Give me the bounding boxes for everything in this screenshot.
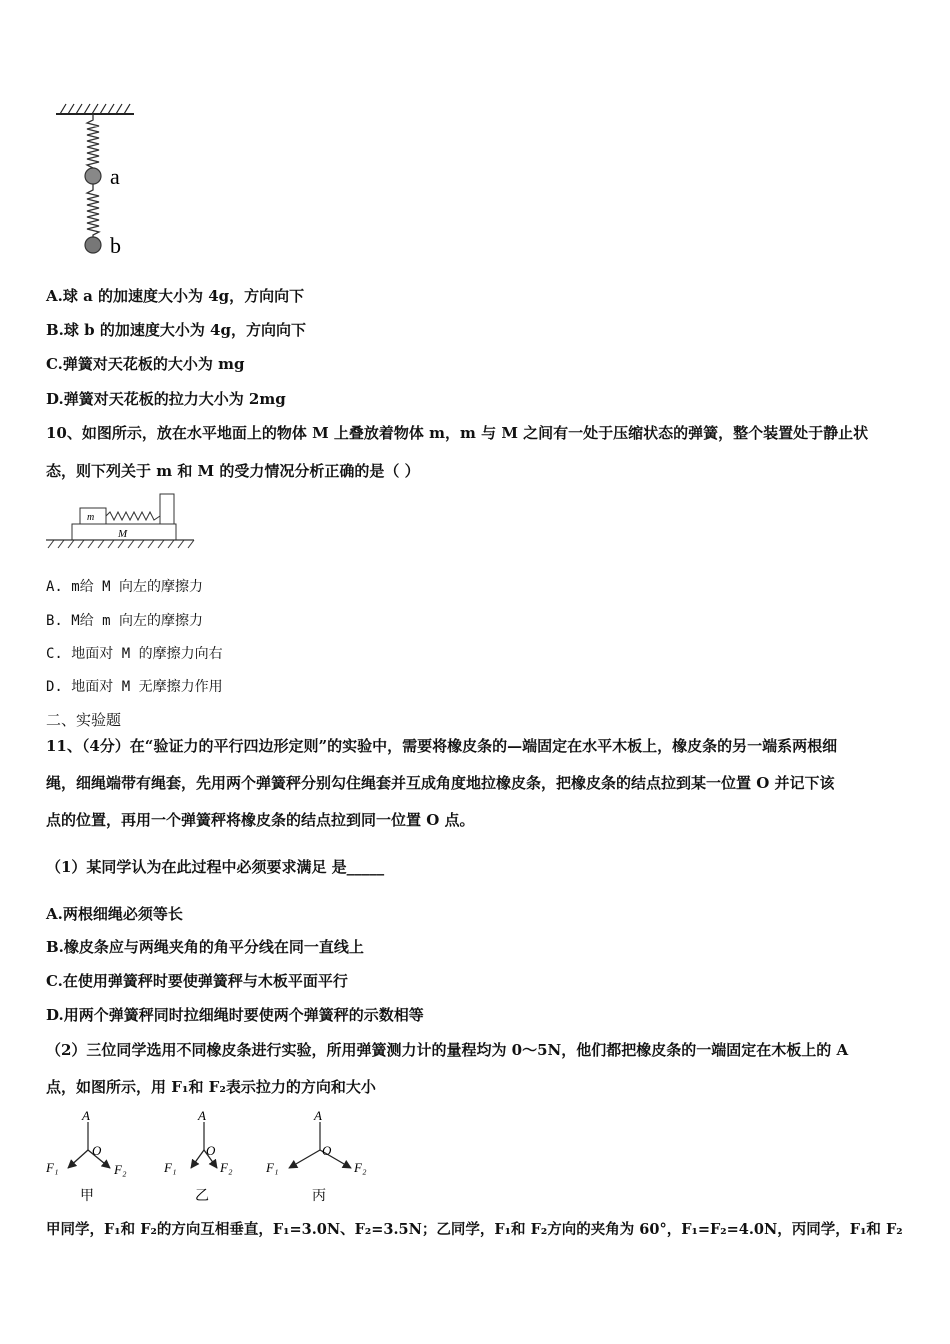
svg-text:F₂: F₂ [114,1162,127,1177]
q10-option-b: B. M给 m 向左的摩擦力 [46,613,204,629]
q10-option-d: D. 地面对 M 无摩擦力作用 [46,679,223,695]
q11-line2: 绳，细绳端带有绳套，先用两个弹簧秤分别勾住绳套并互成角度地拉橡皮条，把橡皮条的结点拉到某一位置 O 并记下该 [46,774,835,792]
q11-line1: 11、（4分）在“验证力的平行四边形定则”的实验中，需要将橡皮条的—端固定在水平木板上，橡皮条的另一端系两根细 [46,737,838,755]
block-spring-figure [44,490,204,552]
svg-text:F₁: F₁ [164,1160,177,1175]
svg-text:F₂: F₂ [220,1160,233,1175]
q11-part2-line2: 点，如图所示，用 F₁和 F₂表示拉力的方向和大小 [46,1078,376,1096]
svg-text:O: O [92,1143,102,1158]
svg-text:O: O [322,1143,332,1158]
q10-stem-line1: 10、如图所示，放在水平地面上的物体 M 上叠放着物体 m，m 与 M 之间有一处于压缩状态的弹簧，整个装置处于静止状 [46,424,869,442]
svg-text:丙: 丙 [312,1188,326,1204]
label-a: a [110,164,120,189]
diagram-bing [265,1108,367,1204]
q11-line3: 点的位置，再用一个弹簧秤将橡皮条的结点拉到同一位置 O 点。 [46,811,475,829]
label-m: m [87,512,95,523]
q9-option-b: B.球 b 的加速度大小为 4g，方向向下 [46,321,306,339]
q11-part1: （1）某同学认为在此过程中必须要求满足 是_____ [46,858,385,876]
q10-stem-line2: 态，则下列关于 m 和 M 的受力情况分析正确的是（ ） [46,462,420,480]
svg-text:F₂: F₂ [354,1160,367,1175]
svg-text:O: O [206,1143,216,1158]
svg-text:F₁: F₁ [266,1160,279,1175]
diagram-jia [45,1108,127,1204]
q9-option-a: A.球 a 的加速度大小为 4g，方向向下 [46,287,305,305]
svg-text:A: A [314,1108,322,1123]
svg-text:A: A [198,1108,206,1123]
spring-figure [50,100,170,260]
q11-part1-option-b: B.橡皮条应与两绳夹角的角平分线在同一直线上 [46,938,364,956]
svg-text:乙: 乙 [195,1188,209,1204]
q11-part1-option-d: D.用两个弹簧秤同时拉细绳时要使两个弹簧秤的示数相等 [46,1006,424,1024]
svg-text:甲: 甲 [80,1188,94,1204]
ball-a [85,168,101,184]
section-heading: 二、实验题 [46,711,122,729]
q11-part2-line1: （2）三位同学选用不同橡皮条进行实验，所用弹簧测力计的量程均为 0～5N，他们都把橡皮条的一端固定在木板上的 A [46,1041,849,1059]
q11-last-line: 甲同学，F₁和 F₂的方向互相垂直，F₁=3.0N、F₂=3.5N；乙同学，F₁和 F₂方向的夹角为 60°，F₁=F₂=4.0N，丙同学，F₁和 F₂ [46,1221,903,1238]
q11-part1-option-a: A.两根细绳必须等长 [46,905,183,923]
diagram-yi [163,1108,233,1204]
label-M: M [118,528,128,540]
ball-b [85,237,101,253]
q9-option-c: C.弹簧对天花板的大小为 mg [46,355,245,373]
label-b: b [110,233,121,258]
q10-option-c: C. 地面对 M 的摩擦力向右 [46,646,223,662]
svg-text:A: A [82,1108,90,1123]
svg-text:F₁: F₁ [46,1160,59,1175]
q11-part1-option-c: C.在使用弹簧秤时要使弹簧秤与木板平面平行 [46,972,348,990]
q9-option-d: D.弹簧对天花板的拉力大小为 2mg [46,390,286,408]
force-diagrams [40,1100,400,1210]
q10-option-a: A. m给 M 向左的摩擦力 [46,579,204,595]
